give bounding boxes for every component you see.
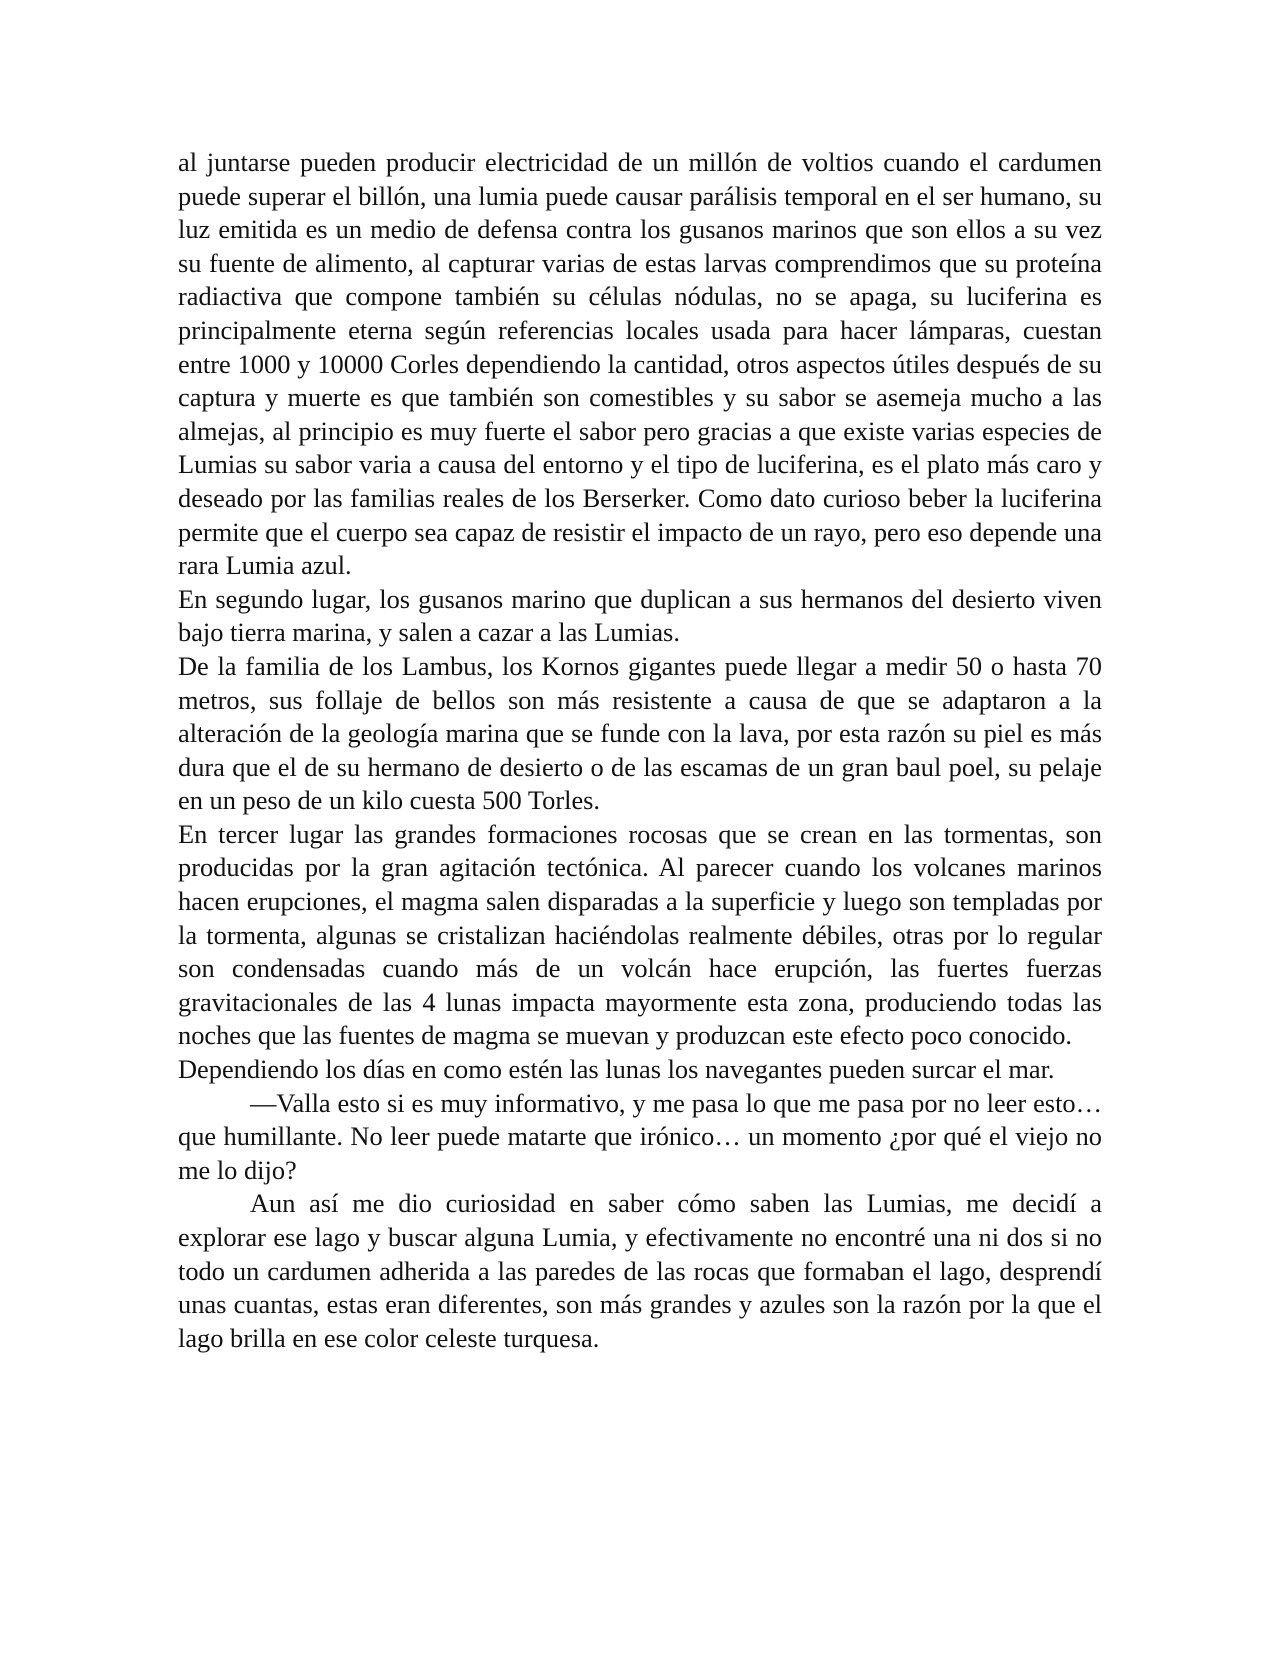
paragraph-gusanos-marinos: En segundo lugar, los gusanos marino que duplican a sus hermanos del desierto viven bajo tierra marina, y salen a cazar a las Lumias.	[178, 583, 1102, 648]
paragraph-dialogo: —Valla esto si es muy informativo, y me pasa lo que me pasa por no leer esto… que humillante. No leer puede matarte que irónico… un momento ¿por qué el viejo no me lo dijo?	[178, 1087, 1102, 1185]
paragraph-lumias-description: al juntarse pueden producir electricidad de un millón de voltios cuando el cardumen puede superar el billón, una lumia puede causar parálisis temporal en el ser humano, su luz emitida es un medio de defensa contra los gusanos marinos que son ellos a su vez su fuente de alimento, al capturar varias de estas larvas comprendimos que su proteína radiactiva que compone también su células nódulas, no se apaga, su luciferina es principalmente eterna según referencias locales usada para hacer lámparas, cuestan entre 1000 y 10000 Corles dependiendo la cantidad, otros aspectos útiles después de su captura y muerte es que también son comestibles y su sabor se asemeja mucho a las almejas, al principio es muy fuerte el sabor pero gracias a que existe varias especies de Lumias su sabor varia a causa del entorno y el tipo de luciferina, es el plato más caro y deseado por las familias reales de los Berserker. Como dato curioso beber la luciferina permite que el cuerpo sea capaz de resistir el impacto de un rayo, pero eso depende una rara Lumia azul.	[178, 147, 1102, 581]
paragraph-formaciones-rocosas: En tercer lugar las grandes formaciones rocosas que se crean en las tormentas, son producidas por la gran agitación tectónica. Al parecer cuando los volcanes marinos hacen erupciones, el magma salen disparadas a la superficie y luego son templadas por la tormenta, algunas se cristalizan haciéndolas realmente débiles, otras por lo regular son condensadas cuando más de un volcán hace erupción, las fuertes fuerzas gravitacionales de las 4 lunas impacta mayormente esta zona, produciendo todas las noches que las fuentes de magma se muevan y produzcan este efecto poco conocido.	[178, 818, 1102, 1051]
document-page	[178, 146, 1102, 1355]
paragraph-kornos-gigantes: De la familia de los Lambus, los Kornos gigantes puede llegar a medir 50 o hasta 70 metros, sus follaje de bellos son más resistente a causa de que se adaptaron a la alteración de la geología marina que se funde con la lava, por esta razón su piel es más dura que el de su hermano de desierto o de las escamas de un gran baul poel, su pelaje en un peso de un kilo cuesta 500 Torles.	[178, 650, 1102, 816]
paragraph-navegantes: Dependiendo los días en como estén las lunas los navegantes pueden surcar el mar.	[178, 1054, 1055, 1085]
paragraph-lago-lumias: Aun así me dio curiosidad en saber cómo saben las Lumias, me decidí a explorar ese lago y buscar alguna Lumia, y efectivamente no encontré una ni dos si no todo un cardumen adherida a las paredes de las rocas que formaban el lago, desprendí unas cuantas, estas eran diferentes, son más grandes y azules son la razón por la que el lago brilla en ese color celeste turquesa.	[178, 1188, 1102, 1353]
